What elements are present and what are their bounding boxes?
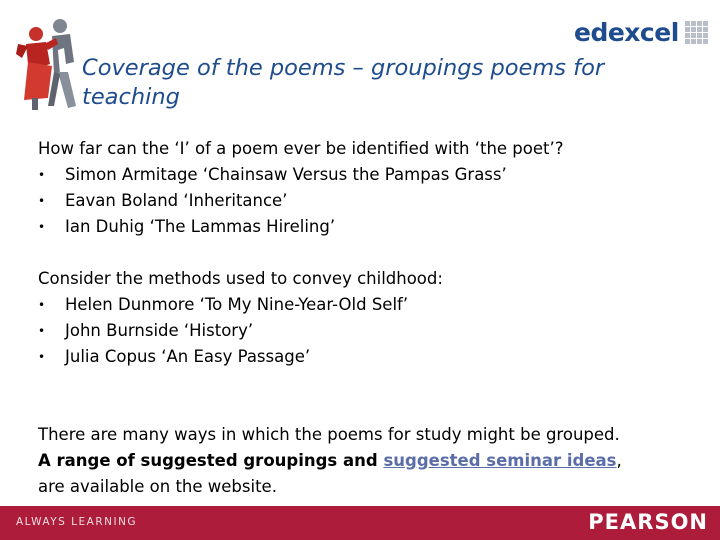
spacer	[38, 370, 708, 422]
spacer	[38, 240, 708, 266]
list-item: • Julia Copus ‘An Easy Passage’	[38, 344, 708, 370]
seminar-ideas-link[interactable]: suggested seminar ideas	[383, 451, 617, 470]
logo-grid-icon	[685, 21, 708, 44]
always-learning-text: ALWAYS LEARNING	[16, 516, 138, 528]
footer-bar	[0, 506, 720, 540]
pearson-logo: PEARSON	[588, 510, 708, 534]
list-item: • John Burnside ‘History’	[38, 318, 708, 344]
poem-list-childhood	[38, 292, 708, 370]
comma-text: ,	[616, 451, 622, 470]
list-item: • Helen Dunmore ‘To My Nine-Year-Old Self’	[38, 292, 708, 318]
edexcel-logo	[574, 14, 708, 50]
question-identity: How far can the ‘I’ of a poem ever be identified with ‘the poet’?	[38, 139, 564, 158]
title-line-1: Coverage of the poems – groupings poems for	[82, 55, 605, 81]
closing-line-3: are available on the website.	[38, 477, 277, 496]
logo-text: edexcel	[574, 17, 679, 47]
question-childhood: Consider the methods used to convey childhood:	[38, 269, 443, 288]
title-line-2: teaching	[82, 84, 180, 110]
closing-line-2	[38, 448, 708, 474]
slide-body	[38, 136, 708, 500]
list-item: • Simon Armitage ‘Chainsaw Versus the Pampas Grass’	[38, 162, 708, 188]
groupings-bold-text: A range of suggested groupings and	[38, 451, 384, 470]
poem-list-identity	[38, 162, 708, 240]
dancing-figures-illustration	[8, 14, 88, 114]
closing-line-1: There are many ways in which the poems for study might be grouped.	[38, 425, 620, 444]
slide-title	[82, 54, 712, 112]
list-item: • Eavan Boland ‘Inheritance’	[38, 188, 708, 214]
list-item: • Ian Duhig ‘The Lammas Hireling’	[38, 214, 708, 240]
